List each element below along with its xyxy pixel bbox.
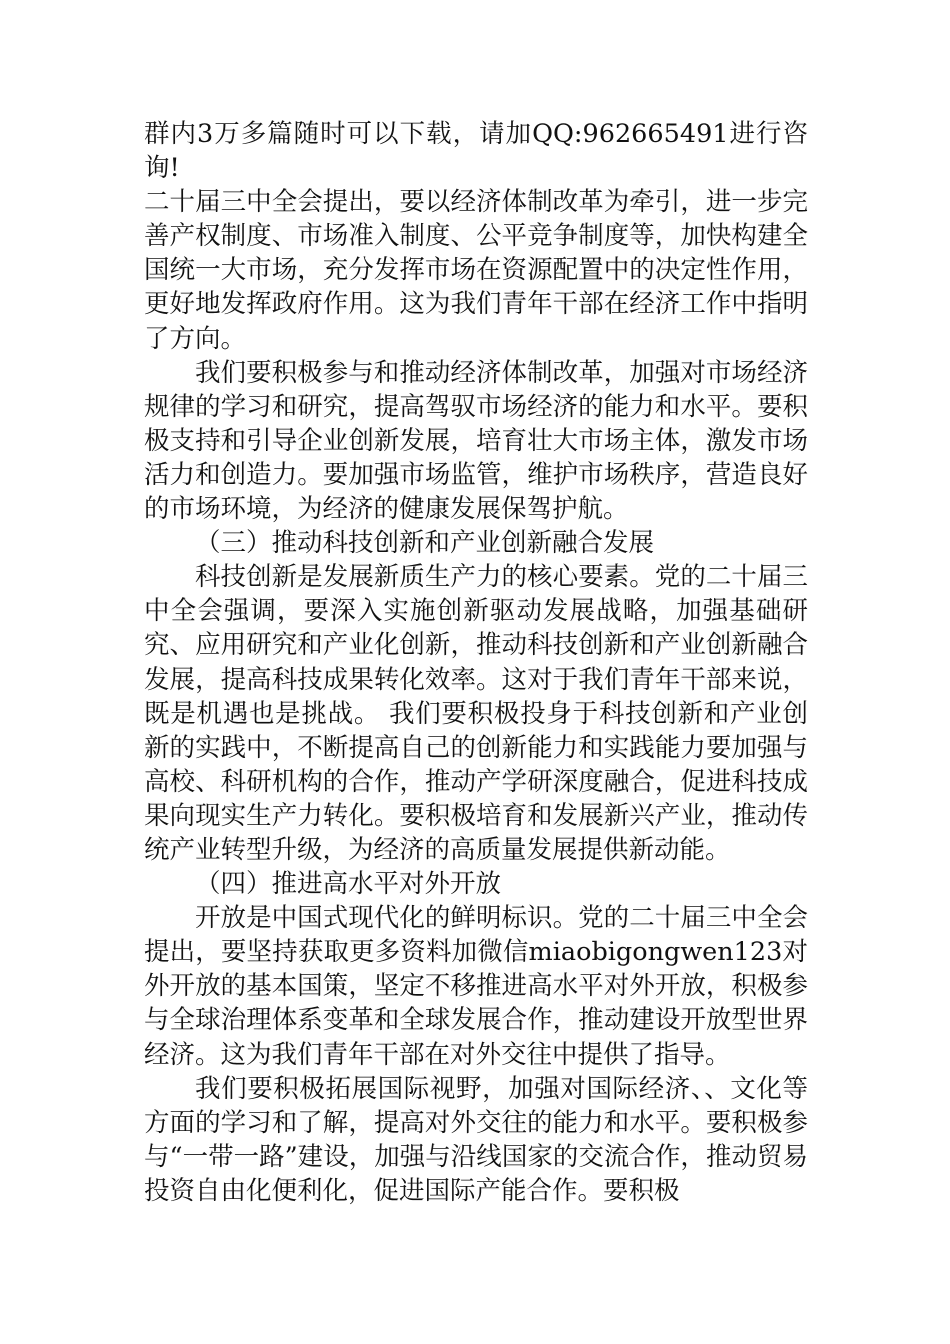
document-page — [144, 117, 808, 1208]
body-paragraph-1: 二十届三中全会提出，要以经济体制改革为牵引，进一步完善产权制度、市场准入制度、公平竞争制度等，加快构建全国统一大市场，充分发挥市场在资源配置中的决定性作用，更好地发挥政府作用。这为我们青年干部在经济工作中指明了方向。 — [144, 187, 808, 354]
body-paragraph-5: 我们要积极拓展国际视野，加强对国际经济、、文化等方面的学习和了解，提高对外交往的能力和水平。要积极参与“一带一路”建设，加强与沿线国家的交流合作，推动贸易投资自由化便利化，促进国际产能合作。要积极 — [144, 1073, 808, 1206]
body-paragraph-4: 开放是中国式现代化的鲜明标识。党的二十届三中全会提出，要坚持获取更多资料加微信miaobigongwen123对外开放的基本国策，坚定不移推进高水平对外开放，积极参与全球治理体系变革和全球发展合作，推动建设开放型世界经济。这为我们青年干部在对外交往中提供了指导。 — [144, 903, 808, 1070]
body-paragraph-3: 科技创新是发展新质生产力的核心要素。党的二十届三中全会强调，要深入实施创新驱动发展战略，加强基础研究、应用研究和产业化创新，推动科技创新和产业创新融合发展，提高科技成果转化效率。这对于我们青年干部来说，既是机遇也是挑战。 我们要积极投身于科技创新和产业创新的实践中，不断提高自己的创新能力和实践能力要加强与高校、科研机构的合作，推动产学研深度融合，促进科技成果向现实生产力转化。要积极培育和发展新兴产业，推动传统产业转型升级，为经济的高质量发展提供新动能。 — [144, 562, 808, 865]
promo-line: 群内3万多篇随时可以下载，请加QQ:962665491进行咨询! — [144, 119, 808, 184]
section-heading-3: （三）推动科技创新和产业创新融合发展 — [195, 528, 655, 559]
body-paragraph-2: 我们要积极参与和推动经济体制改革，加强对市场经济规律的学习和研究，提高驾驭市场经济的能力和水平。要积极支持和引导企业创新发展，培育壮大市场主体，激发市场活力和创造力。要加强市场监管，维护市场秩序，营造良好的市场环境，为经济的健康发展保驾护航。 — [144, 357, 808, 525]
section-heading-4: （四）推进高水平对外开放 — [195, 869, 502, 900]
